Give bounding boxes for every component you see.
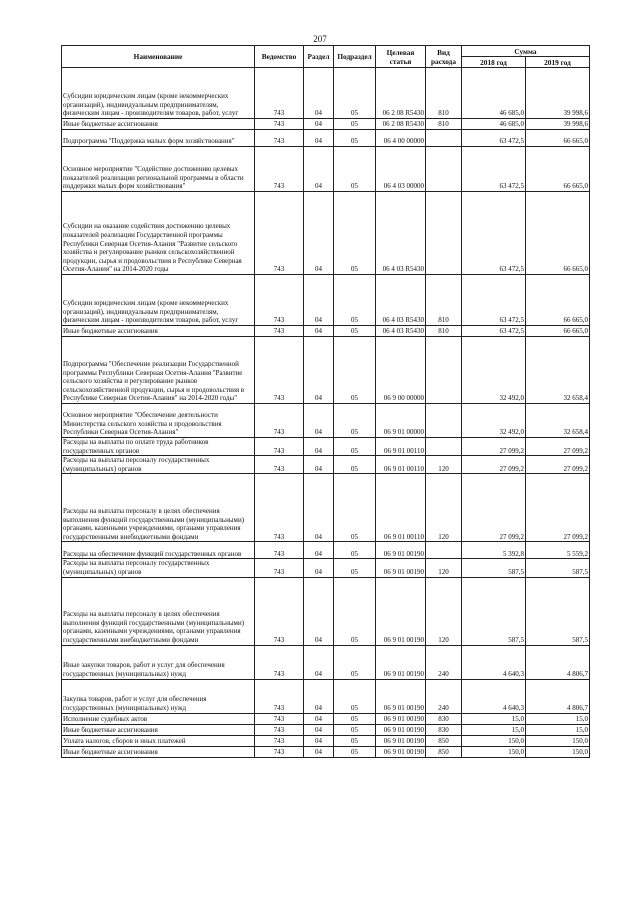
cell-2019: 15,0 — [526, 713, 590, 724]
cell-name: Исполнение судебных актов — [62, 713, 255, 724]
cell-expense-type: 240 — [426, 679, 462, 713]
table-row — [62, 275, 590, 326]
cell-2019: 587,5 — [526, 559, 590, 577]
cell-expense-type: 120 — [426, 559, 462, 577]
cell-target: 06 9 01 00110 — [376, 474, 426, 542]
cell-expense-type: 850 — [426, 746, 462, 757]
cell-subsection: 05 — [334, 130, 376, 147]
cell-expense-type: 810 — [426, 326, 462, 337]
cell-subsection: 05 — [334, 192, 376, 275]
cell-2019: 66 665,0 — [526, 275, 590, 326]
cell-2018: 4 640,3 — [462, 645, 526, 679]
cell-2018: 63 472,5 — [462, 147, 526, 192]
cell-name: Расходы на выплаты персоналу государственных (муниципальных) органов — [62, 456, 255, 474]
cell-name: Расходы на обеспечение функций государственных органов — [62, 542, 255, 559]
cell-2018: 63 472,5 — [462, 326, 526, 337]
cell-dept: 743 — [255, 645, 304, 679]
cell-subsection: 05 — [334, 724, 376, 735]
cell-target: 06 9 01 00190 — [376, 645, 426, 679]
cell-expense-type — [426, 192, 462, 275]
table-row — [62, 438, 590, 456]
cell-target: 06 9 01 00190 — [376, 559, 426, 577]
cell-section: 04 — [304, 713, 334, 724]
cell-name: Подпрограмма "Поддержка малых форм хозяйствования" — [62, 130, 255, 147]
cell-target: 06 4 03 00000 — [376, 147, 426, 192]
cell-section: 04 — [304, 724, 334, 735]
cell-2018: 15,0 — [462, 724, 526, 735]
cell-section: 04 — [304, 337, 334, 404]
cell-dept: 743 — [255, 679, 304, 713]
cell-subsection: 05 — [334, 456, 376, 474]
cell-name: Субсидии на оказание содействия достижению целевых показателей реализации Государственной программы Республики Северная Осетия-Алания "Развитие сельского хозяйства и регулирование рынков сельскохозяйственной продукции, сырья и продовольствия в Республике Северная Осетия-Алания" на 2014-2020 годы — [62, 192, 255, 275]
cell-dept: 743 — [255, 456, 304, 474]
cell-section: 04 — [304, 474, 334, 542]
cell-expense-type: 830 — [426, 724, 462, 735]
cell-dept: 743 — [255, 735, 304, 746]
cell-2018: 32 492,0 — [462, 404, 526, 438]
cell-section: 04 — [304, 404, 334, 438]
cell-2019: 66 665,0 — [526, 192, 590, 275]
cell-target: 06 9 01 00000 — [376, 404, 426, 438]
cell-2019: 39 998,6 — [526, 68, 590, 119]
header-section: Раздел — [304, 46, 334, 68]
cell-name: Субсидии юридическим лицам (кроме некоммерческих организаций), индивидуальным предпринимателям, физическим лицам - производителям товаров, работ, услуг — [62, 68, 255, 119]
table-row — [62, 326, 590, 337]
cell-subsection: 05 — [334, 713, 376, 724]
cell-subsection: 05 — [334, 542, 376, 559]
table-row — [62, 119, 590, 130]
cell-expense-type — [426, 542, 462, 559]
cell-2018: 32 492,0 — [462, 337, 526, 404]
cell-target: 06 9 01 00190 — [376, 679, 426, 713]
cell-expense-type — [426, 147, 462, 192]
cell-dept: 743 — [255, 68, 304, 119]
cell-2019: 4 806,7 — [526, 645, 590, 679]
cell-name: Подпрограмма "Обеспечение реализации Государственной программы Республики Северная Осетия-Алания "Развитие сельского хозяйства и регулирование рынков сельскохозяйственной продукции, сырья и продовольствия в Республике Северная Осетия-Алания" на 2014-2020 годы" — [62, 337, 255, 404]
cell-expense-type — [426, 438, 462, 456]
cell-section: 04 — [304, 438, 334, 456]
table-row — [62, 679, 590, 713]
cell-section: 04 — [304, 735, 334, 746]
table-row — [62, 404, 590, 438]
table-row — [62, 192, 590, 275]
cell-subsection: 05 — [334, 119, 376, 130]
cell-target: 06 2 08 R5430 — [376, 68, 426, 119]
cell-name: Расходы на выплаты персоналу в целях обеспечения выполнения функций государственными (муниципальными) органами, казенными учреждениями, органами управления государственными внебюджетными фондами — [62, 474, 255, 542]
cell-dept: 743 — [255, 474, 304, 542]
cell-target: 06 9 00 00000 — [376, 337, 426, 404]
header-year-2019: 2019 год — [526, 57, 590, 68]
header-sum: Сумма — [462, 46, 590, 57]
cell-section: 04 — [304, 147, 334, 192]
cell-2019: 27 099,2 — [526, 456, 590, 474]
cell-dept: 743 — [255, 130, 304, 147]
header-name: Наименование — [62, 46, 255, 68]
header-year-2018: 2018 год — [462, 57, 526, 68]
cell-section: 04 — [304, 456, 334, 474]
cell-target: 06 9 01 00190 — [376, 746, 426, 757]
table-row — [62, 724, 590, 735]
cell-name: Иные бюджетные ассигнования — [62, 326, 255, 337]
cell-name: Расходы на выплаты персоналу государственных (муниципальных) органов — [62, 559, 255, 577]
cell-dept: 743 — [255, 326, 304, 337]
cell-expense-type: 830 — [426, 713, 462, 724]
table-row — [62, 559, 590, 577]
cell-2018: 63 472,5 — [462, 192, 526, 275]
cell-name: Уплата налогов, сборов и иных платежей — [62, 735, 255, 746]
cell-name: Иные бюджетные ассигнования — [62, 724, 255, 735]
cell-2019: 27 099,2 — [526, 438, 590, 456]
cell-2018: 46 685,0 — [462, 68, 526, 119]
cell-section: 04 — [304, 326, 334, 337]
cell-target: 06 9 01 00190 — [376, 542, 426, 559]
cell-dept: 743 — [255, 542, 304, 559]
cell-target: 06 4 00 00000 — [376, 130, 426, 147]
cell-subsection: 05 — [334, 337, 376, 404]
table-row — [62, 68, 590, 119]
cell-2019: 150,0 — [526, 735, 590, 746]
cell-section: 04 — [304, 559, 334, 577]
cell-2018: 27 099,2 — [462, 456, 526, 474]
cell-expense-type: 240 — [426, 645, 462, 679]
cell-section: 04 — [304, 645, 334, 679]
cell-subsection: 05 — [334, 577, 376, 645]
cell-subsection: 05 — [334, 275, 376, 326]
cell-name: Расходы на выплаты по оплате труда работников государственных органов — [62, 438, 255, 456]
cell-section: 04 — [304, 192, 334, 275]
cell-target: 06 9 01 00190 — [376, 735, 426, 746]
cell-section: 04 — [304, 275, 334, 326]
cell-target: 06 9 01 00110 — [376, 456, 426, 474]
cell-subsection: 05 — [334, 559, 376, 577]
header-expense-type: Вид расхода — [426, 46, 462, 68]
cell-2018: 27 099,2 — [462, 474, 526, 542]
cell-section: 04 — [304, 68, 334, 119]
cell-2018: 150,0 — [462, 746, 526, 757]
cell-expense-type: 810 — [426, 68, 462, 119]
cell-2018: 27 099,2 — [462, 438, 526, 456]
table-row — [62, 130, 590, 147]
cell-dept: 743 — [255, 404, 304, 438]
table-row — [62, 645, 590, 679]
cell-target: 06 2 08 R5430 — [376, 119, 426, 130]
cell-dept: 743 — [255, 577, 304, 645]
cell-section: 04 — [304, 679, 334, 713]
cell-target: 06 4 03 R5430 — [376, 326, 426, 337]
cell-subsection: 05 — [334, 438, 376, 456]
cell-dept: 743 — [255, 119, 304, 130]
table-row — [62, 735, 590, 746]
cell-section: 04 — [304, 577, 334, 645]
cell-2019: 27 099,2 — [526, 474, 590, 542]
cell-section: 04 — [304, 746, 334, 757]
cell-name: Закупка товаров, работ и услуг для обеспечения государственных (муниципальных) нужд — [62, 679, 255, 713]
table-row — [62, 542, 590, 559]
table-row — [62, 474, 590, 542]
cell-2019: 66 665,0 — [526, 130, 590, 147]
cell-section: 04 — [304, 119, 334, 130]
table-row — [62, 713, 590, 724]
cell-2018: 63 472,5 — [462, 275, 526, 326]
cell-2018: 4 640,3 — [462, 679, 526, 713]
cell-expense-type: 120 — [426, 577, 462, 645]
cell-subsection: 05 — [334, 147, 376, 192]
cell-2018: 46 685,0 — [462, 119, 526, 130]
header-subsection: Подраздел — [334, 46, 376, 68]
header-dept: Ведомство — [255, 46, 304, 68]
cell-2018: 63 472,5 — [462, 130, 526, 147]
table-row — [62, 337, 590, 404]
cell-expense-type: 810 — [426, 275, 462, 326]
cell-2019: 66 665,0 — [526, 147, 590, 192]
cell-dept: 743 — [255, 275, 304, 326]
cell-target: 06 9 01 00190 — [376, 724, 426, 735]
cell-target: 06 4 03 R5430 — [376, 275, 426, 326]
cell-dept: 743 — [255, 147, 304, 192]
cell-2018: 15,0 — [462, 713, 526, 724]
cell-section: 04 — [304, 130, 334, 147]
cell-name: Иные бюджетные ассигнования — [62, 746, 255, 757]
table-row — [62, 746, 590, 757]
cell-expense-type — [426, 337, 462, 404]
cell-expense-type — [426, 404, 462, 438]
budget-table — [61, 45, 590, 758]
cell-expense-type: 120 — [426, 456, 462, 474]
cell-subsection: 05 — [334, 404, 376, 438]
cell-subsection: 05 — [334, 326, 376, 337]
cell-2018: 587,5 — [462, 559, 526, 577]
cell-dept: 743 — [255, 438, 304, 456]
cell-expense-type: 120 — [426, 474, 462, 542]
table-row — [62, 456, 590, 474]
cell-target: 06 9 01 00190 — [376, 577, 426, 645]
cell-2018: 5 392,8 — [462, 542, 526, 559]
cell-dept: 743 — [255, 746, 304, 757]
cell-name: Иные бюджетные ассигнования — [62, 119, 255, 130]
table-header — [62, 46, 590, 68]
cell-2019: 150,0 — [526, 746, 590, 757]
table-row — [62, 577, 590, 645]
cell-expense-type: 850 — [426, 735, 462, 746]
cell-subsection: 05 — [334, 645, 376, 679]
cell-dept: 743 — [255, 724, 304, 735]
cell-target: 06 9 01 00110 — [376, 438, 426, 456]
cell-2019: 32 658,4 — [526, 337, 590, 404]
cell-2019: 32 658,4 — [526, 404, 590, 438]
cell-name: Основное мероприятие "Обеспечение деятельности Министерства сельского хозяйства и продовольствия Республики Северная Осетия-Алания" — [62, 404, 255, 438]
cell-2019: 5 559,2 — [526, 542, 590, 559]
cell-dept: 743 — [255, 192, 304, 275]
cell-name: Иные закупки товаров, работ и услуг для обеспечения государственных (муниципальных) нужд — [62, 645, 255, 679]
cell-dept: 743 — [255, 337, 304, 404]
cell-expense-type — [426, 130, 462, 147]
cell-section: 04 — [304, 542, 334, 559]
header-target: Целевая статья — [376, 46, 426, 68]
cell-expense-type: 810 — [426, 119, 462, 130]
cell-2019: 4 806,7 — [526, 679, 590, 713]
cell-subsection: 05 — [334, 679, 376, 713]
cell-subsection: 05 — [334, 735, 376, 746]
cell-2019: 66 665,0 — [526, 326, 590, 337]
cell-name: Основное мероприятие "Содействие достижению целевых показателей реализации региональной программы в области поддержки малых форм хозяйствования" — [62, 147, 255, 192]
table-row — [62, 147, 590, 192]
cell-dept: 743 — [255, 713, 304, 724]
table-body — [62, 68, 590, 758]
cell-dept: 743 — [255, 559, 304, 577]
cell-2018: 150,0 — [462, 735, 526, 746]
cell-subsection: 05 — [334, 474, 376, 542]
cell-2019: 15,0 — [526, 724, 590, 735]
cell-target: 06 4 03 R5430 — [376, 192, 426, 275]
page-number: 207 — [313, 34, 327, 44]
cell-subsection: 05 — [334, 68, 376, 119]
cell-2018: 587,5 — [462, 577, 526, 645]
cell-target: 06 9 01 00190 — [376, 713, 426, 724]
cell-subsection: 05 — [334, 746, 376, 757]
cell-name: Расходы на выплаты персоналу в целях обеспечения выполнения функций государственными (муниципальными) органами, казенными учреждениями, органами управления государственными внебюджетными фондами — [62, 577, 255, 645]
cell-2019: 587,5 — [526, 577, 590, 645]
cell-name: Субсидии юридическим лицам (кроме некоммерческих организаций), индивидуальным предпринимателям, физическим лицам - производителям товаров, работ, услуг — [62, 275, 255, 326]
cell-2019: 39 998,6 — [526, 119, 590, 130]
